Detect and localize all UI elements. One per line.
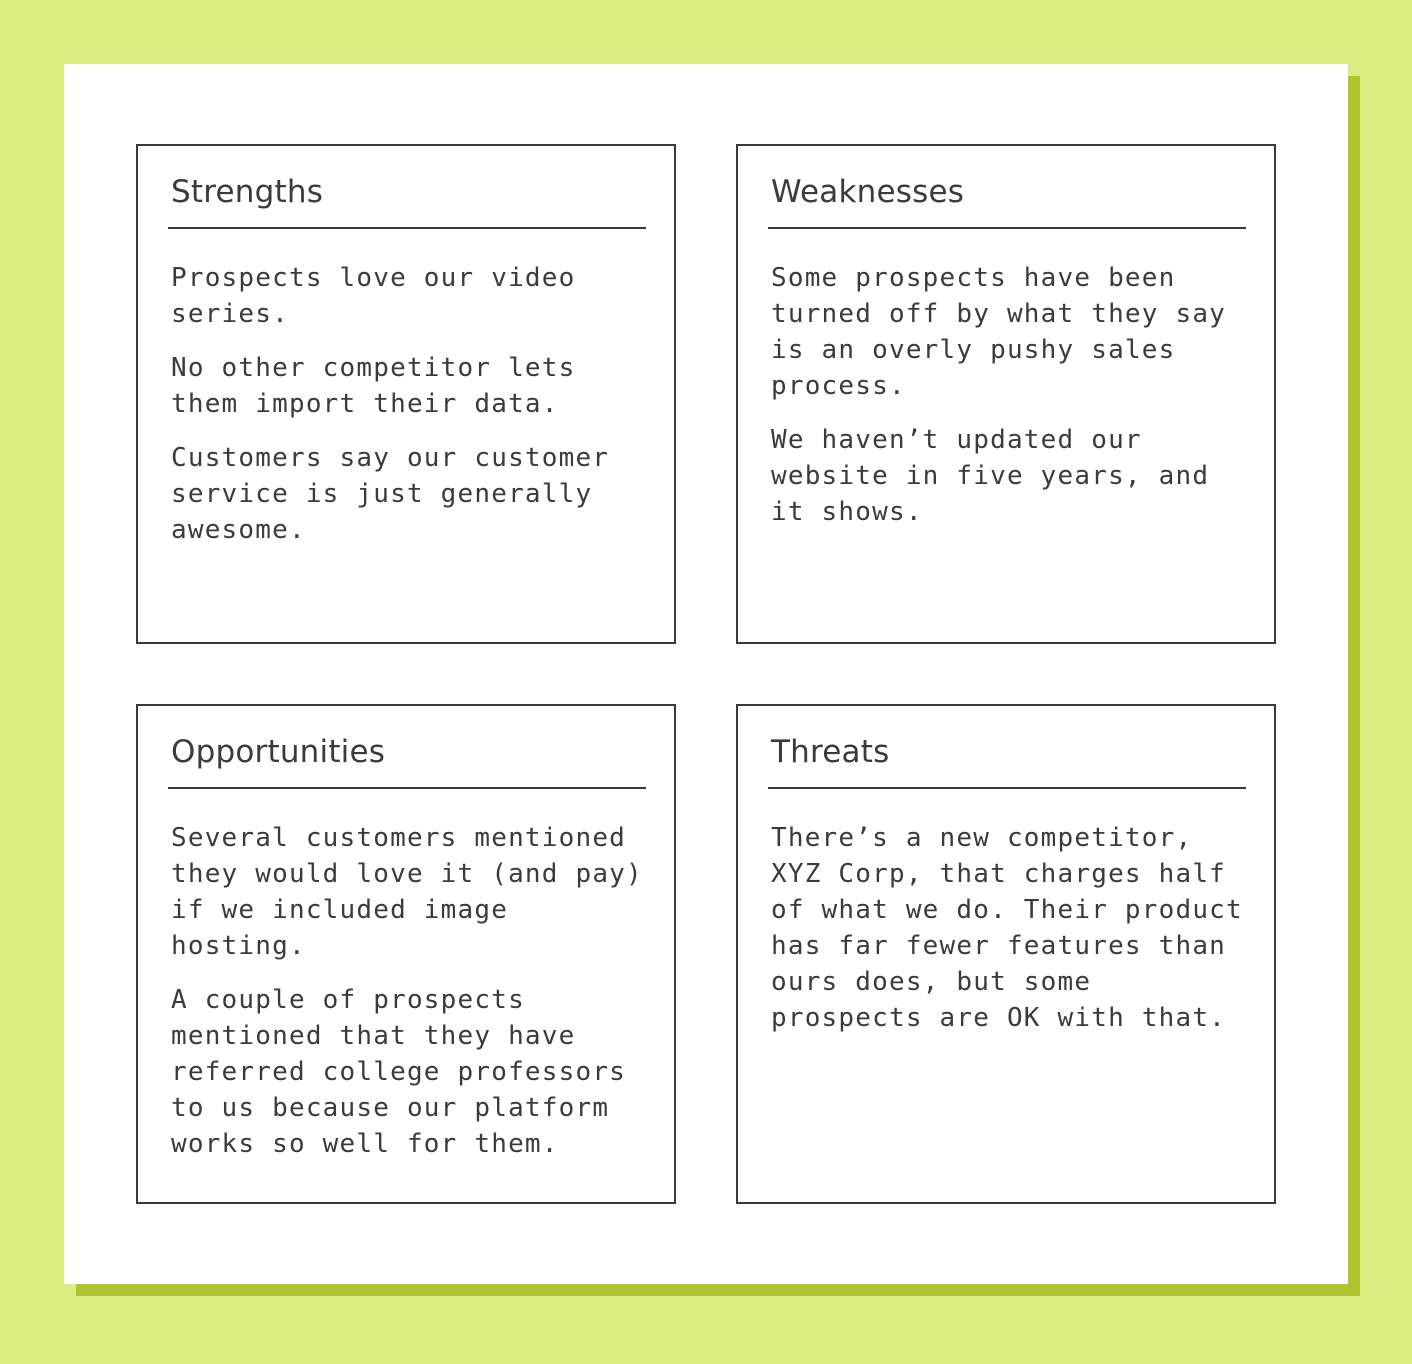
threats-title: Threats [771, 734, 890, 770]
opportunities-item: Several customers mentioned they would love it (and pay) if we included image hosting. [171, 823, 643, 961]
strengths-quadrant [136, 144, 676, 644]
strengths-item: No other competitor lets them import their data. [171, 353, 576, 419]
strengths-title: Strengths [171, 174, 324, 210]
threats-quadrant [736, 704, 1276, 1204]
strengths-divider [168, 227, 646, 229]
weaknesses-title: Weaknesses [771, 174, 965, 210]
opportunities-divider [168, 787, 646, 789]
strengths-item: Customers say our customer service is just generally awesome. [171, 443, 610, 545]
swot-sheet [64, 64, 1348, 1284]
opportunities-title: Opportunities [171, 734, 386, 770]
opportunities-item: A couple of prospects mentioned that they have referred college professors to us because our platform works so well for them. [171, 985, 627, 1159]
threats-item: There’s a new competitor, XYZ Corp, that charges half of what we do. Their product has far fewer features than ours does, but some prospects are OK with that. [771, 823, 1243, 1033]
strengths-list [171, 260, 651, 566]
opportunities-list [171, 820, 651, 1180]
threats-divider [768, 787, 1246, 789]
weaknesses-item: We haven’t updated our website in five years, and it shows. [771, 425, 1210, 527]
strengths-item: Prospects love our video series. [171, 263, 576, 329]
weaknesses-quadrant [736, 144, 1276, 644]
threats-list [771, 820, 1251, 1054]
weaknesses-divider [768, 227, 1246, 229]
weaknesses-list [771, 260, 1251, 548]
weaknesses-item: Some prospects have been turned off by what they say is an overly pushy sales process. [771, 263, 1227, 401]
opportunities-quadrant [136, 704, 676, 1204]
